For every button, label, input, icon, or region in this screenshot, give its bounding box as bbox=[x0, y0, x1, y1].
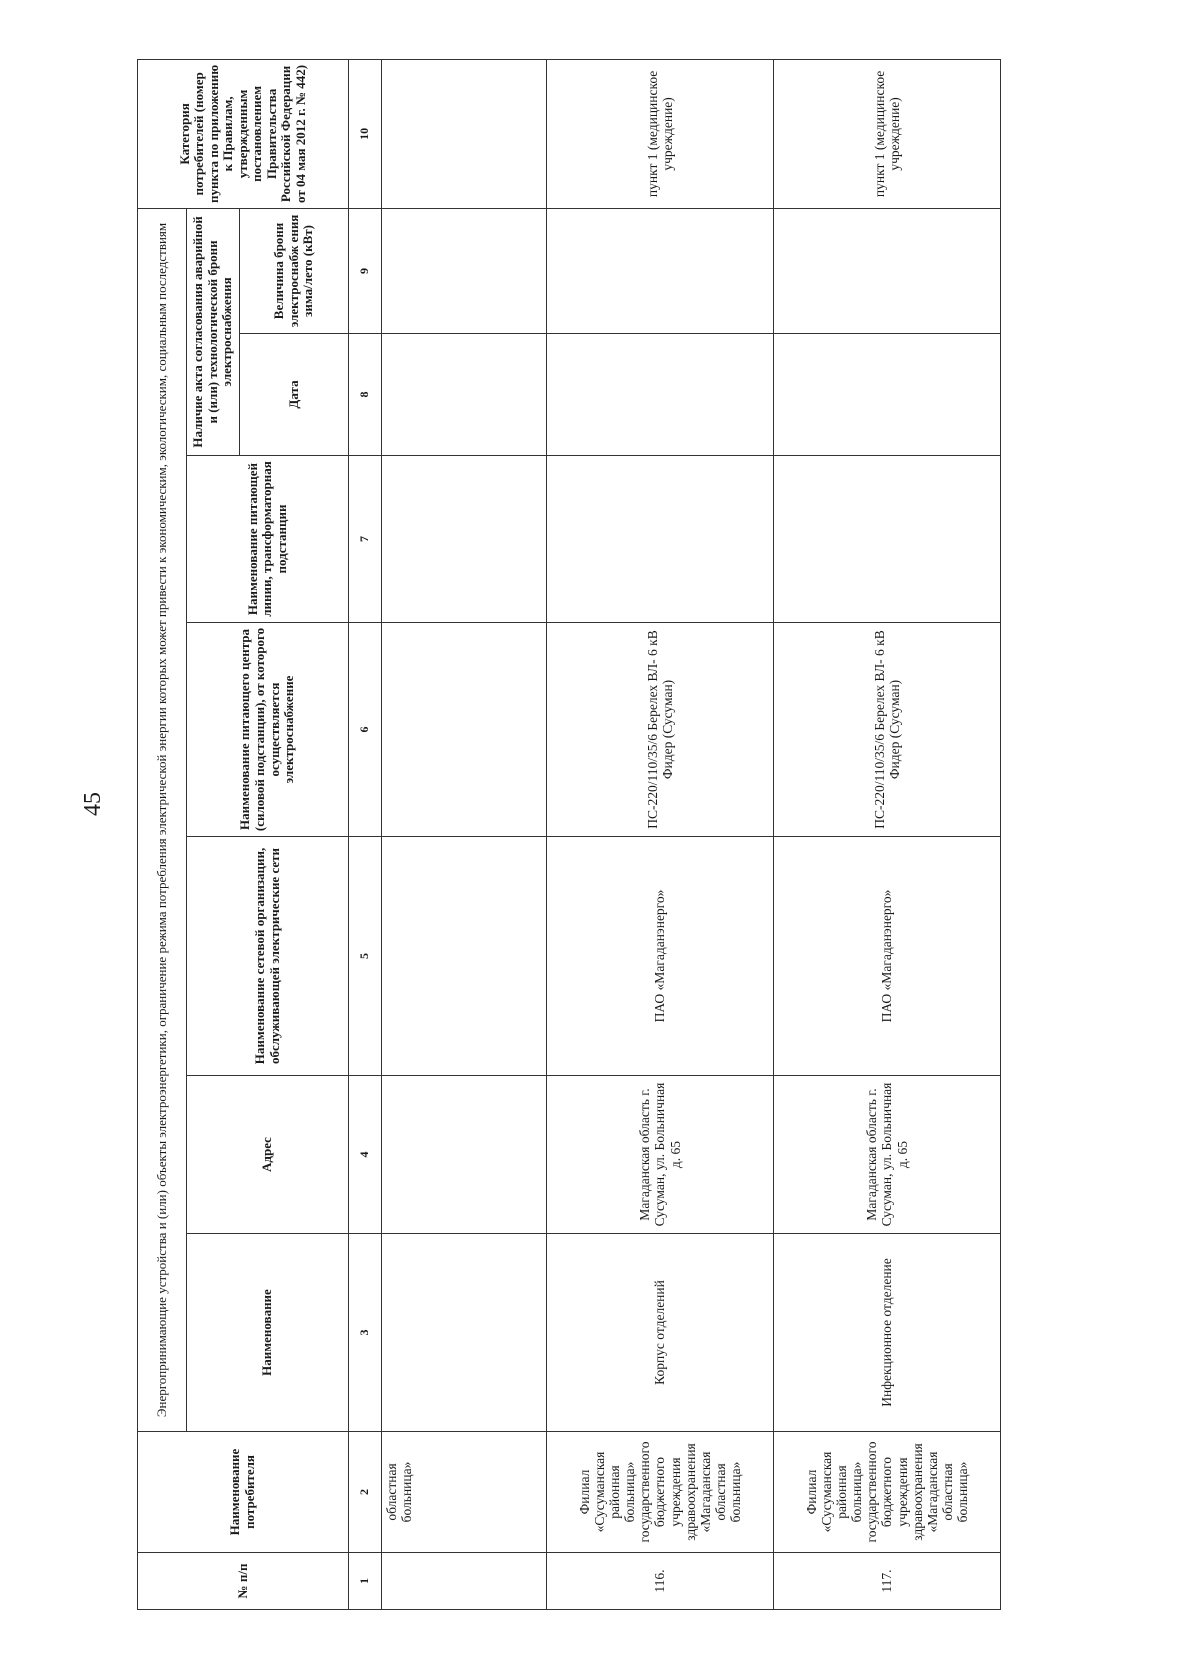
cell-name: Корпус отделений bbox=[547, 1234, 774, 1432]
column-number: 9 bbox=[349, 208, 382, 333]
cell-index: 116. bbox=[547, 1553, 774, 1610]
table-row bbox=[547, 59, 774, 1609]
cell-network bbox=[382, 837, 547, 1076]
cell-line bbox=[774, 456, 1001, 623]
header-row-mid bbox=[187, 59, 240, 1609]
cell-address: Магаданская область г. Сусуман, ул. Больничная д. 65 bbox=[547, 1076, 774, 1234]
cell-category: пункт 1 (медицинское учреждение) bbox=[547, 59, 774, 208]
cell-reserve bbox=[774, 208, 1001, 333]
cell-network: ПАО «Магаданэнерго» bbox=[774, 837, 1001, 1076]
cell-power-center: ПС-220/110/35/6 Берелех ВЛ- 6 кВ Фидер (Сусуман) bbox=[774, 623, 1001, 837]
cell-power-center: ПС-220/110/35/6 Берелех ВЛ- 6 кВ Фидер (Сусуман) bbox=[547, 623, 774, 837]
column-number: 3 bbox=[349, 1234, 382, 1432]
header-network: Наименование сетевой организации, обслуживающей электрические сети bbox=[187, 837, 349, 1076]
column-number-row bbox=[349, 59, 382, 1609]
cell-address: Магаданская область г. Сусуман, ул. Больничная д. 65 bbox=[774, 1076, 1001, 1234]
cell-reserve bbox=[547, 208, 774, 333]
cell-date bbox=[774, 334, 1001, 456]
header-group-title: Энергопринимающие устройства и (или) объекты электроэнергетики, ограничение режима потребления электрической энергии которых может привести к экономическим, экологическим, социальным последствиям bbox=[138, 208, 187, 1431]
cell-category: пункт 1 (медицинское учреждение) bbox=[774, 59, 1001, 208]
cell-reserve bbox=[382, 208, 547, 333]
cell-line bbox=[547, 456, 774, 623]
rotated-table-container bbox=[137, 60, 1025, 1610]
header-address: Адрес bbox=[187, 1076, 349, 1234]
header-consumer: Наименование потребителя bbox=[138, 1432, 349, 1553]
column-number: 7 bbox=[349, 456, 382, 623]
cell-name: Инфекционное отделение bbox=[774, 1234, 1001, 1432]
cell-consumer: Филиал «Сусуманская районная больница» государственного бюджетного учреждения здравоохранения «Магаданская областная больница» bbox=[774, 1432, 1001, 1553]
cell-network: ПАО «Магаданэнерго» bbox=[547, 837, 774, 1076]
table-row bbox=[774, 59, 1001, 1609]
cell-index bbox=[382, 1553, 547, 1610]
energy-consumers-table bbox=[137, 59, 1001, 1610]
continuation-row bbox=[382, 59, 547, 1609]
header-act-group: Наличие акта согласования аварийной и (или) технологической брони электроснабжения bbox=[187, 208, 240, 455]
cell-date bbox=[382, 334, 547, 456]
header-row-top bbox=[138, 59, 187, 1609]
cell-category bbox=[382, 59, 547, 208]
column-number: 8 bbox=[349, 334, 382, 456]
page-number: 45 bbox=[80, 792, 106, 816]
header-line: Наименование питающей линии, трансформаторная подстанции bbox=[187, 456, 349, 623]
header-power-center: Наименование питающего центра (силовой подстанции), от которого осуществляется электроснабжение bbox=[187, 623, 349, 837]
header-name: Наименование bbox=[187, 1234, 349, 1432]
cell-name bbox=[382, 1234, 547, 1432]
cell-date bbox=[547, 334, 774, 456]
cell-line bbox=[382, 456, 547, 623]
column-number: 6 bbox=[349, 623, 382, 837]
header-reserve: Величина брони электроснабж ения зима/лето (кВт) bbox=[240, 208, 349, 333]
header-index: № п/п bbox=[138, 1553, 349, 1610]
cell-index: 117. bbox=[774, 1553, 1001, 1610]
cell-power-center bbox=[382, 623, 547, 837]
column-number: 4 bbox=[349, 1076, 382, 1234]
column-number: 1 bbox=[349, 1553, 382, 1610]
cell-address bbox=[382, 1076, 547, 1234]
header-date: Дата bbox=[240, 334, 349, 456]
header-category: Категория потребителей (номер пункта по приложению к Правилам, утвержденным постановлением Правительства Российской Федерации от 04 мая 2012 г. № 442) bbox=[138, 59, 349, 208]
cell-consumer: Филиал «Сусуманская районная больница» государственного бюджетного учреждения здравоохранения «Магаданская областная больница» bbox=[547, 1432, 774, 1553]
cell-consumer: областная больница» bbox=[382, 1432, 547, 1553]
column-number: 5 bbox=[349, 837, 382, 1076]
column-number: 10 bbox=[349, 59, 382, 208]
column-number: 2 bbox=[349, 1432, 382, 1553]
